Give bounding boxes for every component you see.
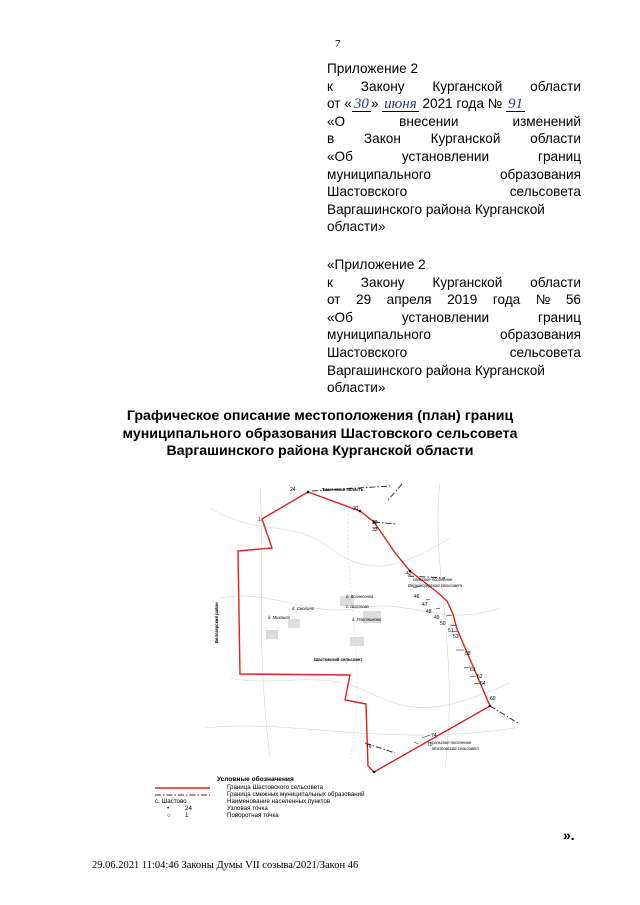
neighbor-top-line2: Верхнесуерский сельсовет bbox=[408, 583, 462, 588]
appendix-original-line6: Шастовского сельсовета bbox=[327, 344, 581, 360]
point-label-53: 53 bbox=[453, 634, 459, 640]
district-label: Белозерский район bbox=[214, 602, 219, 643]
boundary-points bbox=[307, 491, 492, 773]
legend-filled-dot-icon: • bbox=[167, 805, 170, 812]
title-line1: Графическое описание местоположения (план) границ bbox=[126, 408, 514, 424]
legend-red-line-icon bbox=[155, 784, 210, 791]
point-label-24: 24 bbox=[290, 487, 296, 493]
closing-mark: ». bbox=[563, 827, 575, 843]
point-label-74: 74 bbox=[431, 733, 437, 739]
point-label-62: 62 bbox=[477, 674, 483, 680]
appendix-amendment-line1: Приложение 2 bbox=[327, 61, 419, 76]
point-label-58: 58 bbox=[465, 651, 471, 657]
appendix-original-line8: области» bbox=[327, 380, 386, 396]
appendix-amendment-line4: «О внесении изменений bbox=[327, 113, 581, 129]
settlement-shastovo: с. Шастово bbox=[346, 604, 369, 609]
neighbor-bottom-line2: Мостовской сельсовет bbox=[432, 746, 479, 751]
appendix-amendment-line2: к Закону Курганской области bbox=[327, 78, 581, 94]
settlement-plotnikovo: д. Плотниково bbox=[352, 617, 382, 622]
footer-stamp: 29.06.2021 11:04:46 Законы Думы VII созыва/2021/Закон 46 bbox=[92, 860, 359, 871]
appendix-original-line5: муниципального образования bbox=[327, 327, 581, 343]
point-label-49: 49 bbox=[434, 615, 440, 621]
point-label-75: 75 bbox=[427, 742, 433, 748]
appendix-original-line4: «Об установлении границ bbox=[327, 309, 581, 325]
legend-dashdot-line-icon bbox=[155, 791, 210, 798]
point-label-47: 47 bbox=[422, 602, 428, 608]
point-label-69: 69 bbox=[490, 696, 496, 702]
handwritten-day: 30 bbox=[353, 96, 369, 113]
map-background-features bbox=[205, 483, 515, 768]
appendix-amendment-line10: области» bbox=[327, 219, 386, 235]
boundary-map bbox=[200, 478, 520, 773]
appendix-amendment-date-line: от « 30 » июня 2021 года № 91 bbox=[327, 96, 524, 113]
boundary-map-svg bbox=[200, 478, 520, 773]
handwritten-month: июня bbox=[384, 96, 417, 113]
appendix-original-line1: «Приложение 2 bbox=[327, 257, 426, 272]
settlement-mikhaila: д. Михаила bbox=[268, 615, 290, 620]
region-label: Тюменская область bbox=[322, 487, 364, 492]
handwritten-number: 91 bbox=[508, 96, 524, 113]
neighbor-bottom-line1: сельское поселение bbox=[432, 740, 472, 745]
appendix-amendment-line7: муниципального образования bbox=[327, 166, 581, 182]
point-label-46: 46 bbox=[414, 594, 420, 600]
point-label-42: 42 bbox=[406, 571, 412, 577]
appendix-amendment-line9: Варгашинского района Курганской bbox=[327, 201, 545, 217]
point-label-48: 48 bbox=[426, 609, 432, 615]
appendix-amendment-line6: «Об установлении границ bbox=[327, 148, 581, 164]
point-label-64: 64 bbox=[480, 681, 486, 687]
point-label-33: 33 bbox=[372, 527, 378, 533]
appendix-original-block bbox=[327, 256, 581, 397]
neighbor-top-line1: сельское поселение bbox=[413, 577, 453, 582]
appendix-original-line3: от 29 апреля 2019 года № 56 bbox=[327, 292, 581, 308]
appendix-original-line2: к Закону Курганской области bbox=[327, 274, 581, 290]
point-label-31: 31 bbox=[353, 506, 359, 512]
legend-title: Условные обозначения bbox=[217, 776, 294, 783]
neighbor-boundaries bbox=[312, 484, 518, 753]
point-label-1: 1 bbox=[258, 517, 261, 523]
point-label-61: 61 bbox=[470, 667, 476, 673]
settlement-voznesenka: д. Вознесенка bbox=[346, 594, 374, 599]
point-label-32: 32 bbox=[372, 520, 378, 526]
title-line3: Варгашинского района Курганской области bbox=[166, 443, 474, 459]
title-line2: муниципального образования Шастовского сельсовета bbox=[122, 425, 518, 442]
point-leaders bbox=[374, 522, 480, 744]
appendix-original-line7: Варгашинского района Курганской bbox=[327, 362, 545, 378]
appendix-amendment-line5: в Закон Курганской области bbox=[327, 131, 581, 147]
document-title bbox=[60, 408, 580, 461]
appendix-amendment-block bbox=[327, 60, 581, 236]
point-label-76: 76 bbox=[366, 744, 372, 750]
point-label-51: 51 bbox=[448, 628, 454, 634]
council-label: Шастовский сельсовет bbox=[314, 657, 363, 662]
point-label-50: 50 bbox=[440, 621, 446, 627]
settlement-smolino: д. Смолино bbox=[292, 606, 315, 611]
page-number: 7 bbox=[335, 38, 341, 50]
appendix-amendment-line8: Шастовского сельсовета bbox=[327, 184, 581, 200]
legend-hollow-dot-icon: ○ bbox=[167, 812, 171, 819]
